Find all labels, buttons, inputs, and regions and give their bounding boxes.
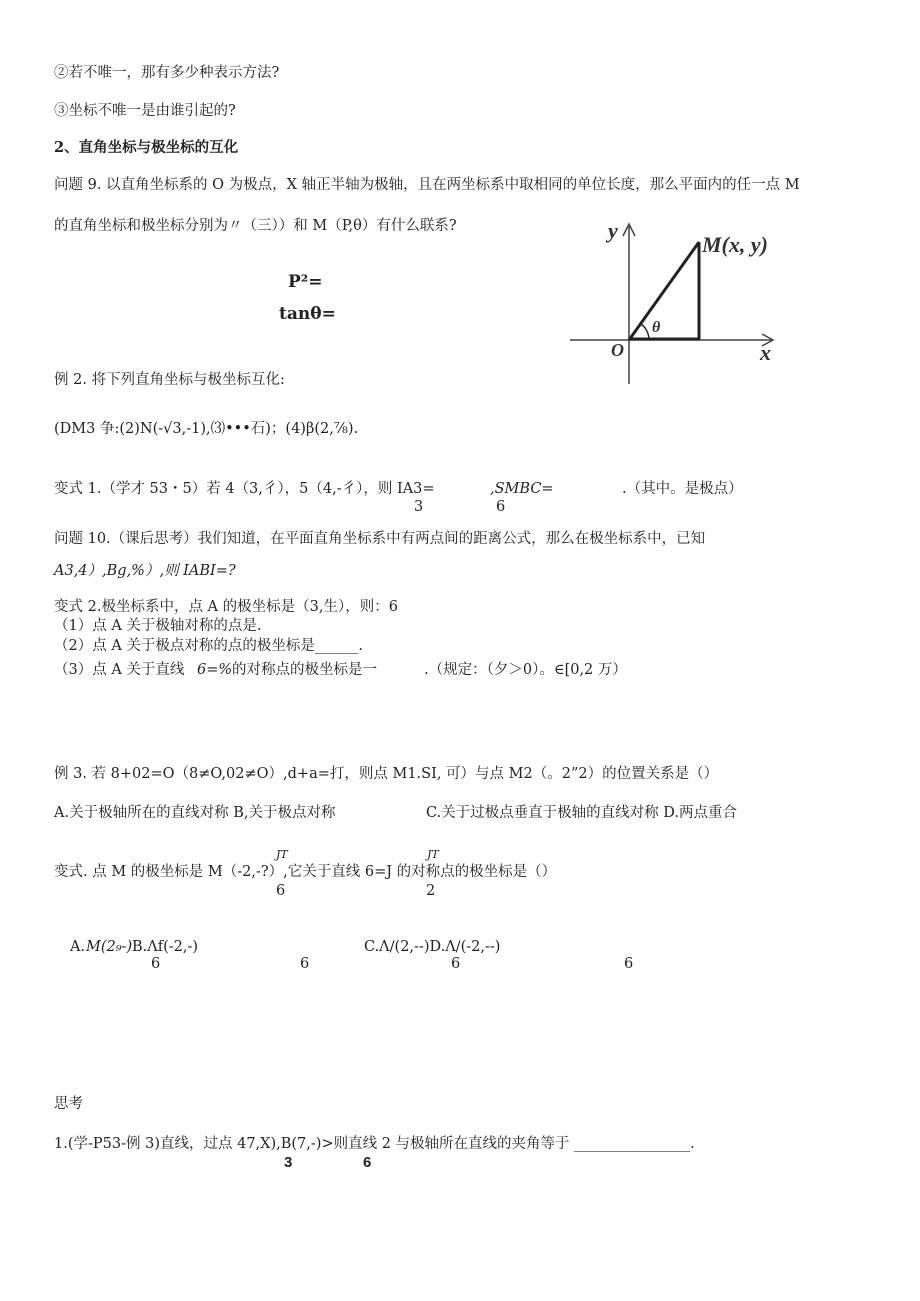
example3-option-ab: A.关于极轴所在的直线对称 B,关于极点对称 [54, 805, 336, 821]
theta-label: θ [652, 319, 661, 336]
variant2-item3-mid: 的对称点的极坐标是一 [232, 662, 377, 678]
example3-option-cd: C.关于过极点垂直于极轴的直线对称 D.两点重合 [426, 805, 738, 821]
options-cd: C.Λ∕(2,--)D.Λ∕(-2,--) [364, 939, 501, 955]
problem9-line1: 问题 9. 以直角坐标系的 O 为极点，X 轴正半轴为极轴，且在两坐标系中取相同的单位长度，那么平面内的任一点 M [54, 177, 800, 193]
problem9-line2: 的直角坐标和极坐标分别为〃（三））和 M（P,θ）有什么联系? [54, 218, 457, 234]
radius-line [629, 242, 699, 340]
variantM-text: 变式. 点 M 的极坐标是 M（-2,-?）,它关于直线 6=J 的对称点的极坐标是（） [54, 864, 557, 880]
q-multi: ②若不唯一，那有多少种表示方法? [54, 65, 280, 81]
variant2-item3: （3）点 A 关于直线 [54, 662, 185, 678]
origin-label: O [611, 340, 624, 360]
example2-title: 例 2. 将下列直角坐标与极坐标互化: [54, 372, 285, 388]
variant1-denominator-3: 3 [414, 499, 424, 515]
options-b-value: B.Λf(-2,-) [132, 939, 199, 955]
variant2-item3-rule: .（规定：（夕＞0）。∈[0,2 万） [424, 662, 627, 678]
think-item1: 1.(学-P53-例 3)直线，过点 47,X),B(7,-)>则直线 2 与极轴所在直线的夹角等于 ________________. [54, 1136, 695, 1152]
formula-tan-theta: tanθ= [279, 304, 336, 324]
point-m-label: M(x, y) [702, 232, 768, 257]
example3-text: 例 3. 若 8+02=O（8≠O,02≠O）,d+a=打，则点 M1.SI, 可）与点 M2（。2”2）的位置关系是（） [54, 766, 719, 782]
variantM-jt-1: JT [276, 848, 288, 861]
options-denominator-3: 6 [451, 956, 461, 972]
variant2-item2: （2）点 A 关于极点对称的点的极坐标是______. [54, 638, 364, 654]
q-cause: ③坐标不唯一是由谁引起的? [54, 103, 236, 119]
options-denominator-2: 6 [300, 956, 310, 972]
think-denominator-3: 3 [284, 1154, 293, 1171]
polar-rect-figure [566, 214, 786, 386]
formula-rho-squared: P²= [288, 272, 323, 292]
y-label: y [608, 218, 618, 243]
variantM-denominator-6: 6 [276, 883, 286, 899]
think-denominator-6: 6 [363, 1154, 372, 1171]
section-heading: 2、直角坐标与极坐标的互化 [54, 139, 239, 156]
variant2-item3-line: 6=% [197, 662, 233, 678]
variant1-smbc: ,SMBC= [490, 481, 554, 497]
variantM-denominator-2: 2 [426, 883, 436, 899]
variant2-title: 变式 2.极坐标系中，点 A 的极坐标是（3,生），则：6 [54, 599, 398, 615]
variant1-note: .（其中。是极点） [622, 481, 743, 497]
variantM-jt-2: JT [427, 848, 439, 861]
variant1-denominator-6: 6 [496, 499, 506, 515]
variant2-item1: （1）点 A 关于极轴对称的点是. [54, 618, 262, 634]
options-denominator-1: 6 [151, 956, 161, 972]
options-a-prefix: A. [70, 939, 86, 955]
think-title: 思考 [54, 1096, 83, 1112]
options-denominator-4: 6 [624, 956, 634, 972]
variant1-text: 变式 1.（学才 53・5）若 4（3,彳），5（4,-彳），则 IA3= [54, 481, 435, 497]
problem10-line1: 问题 10.（课后思考）我们知道，在平面直角坐标系中有两点间的距离公式，那么在极坐标系中，已知 [54, 531, 706, 547]
problem10-line2: A3,4）,Bg,%）,则 IABI=? [54, 563, 236, 579]
example2-items: (DM3 争:(2)N(-√3,-1),⑶•••石)；(4)β(2,⅞). [54, 421, 359, 437]
x-label: x [760, 340, 771, 365]
options-a-value: M(2₉-) [86, 939, 133, 955]
